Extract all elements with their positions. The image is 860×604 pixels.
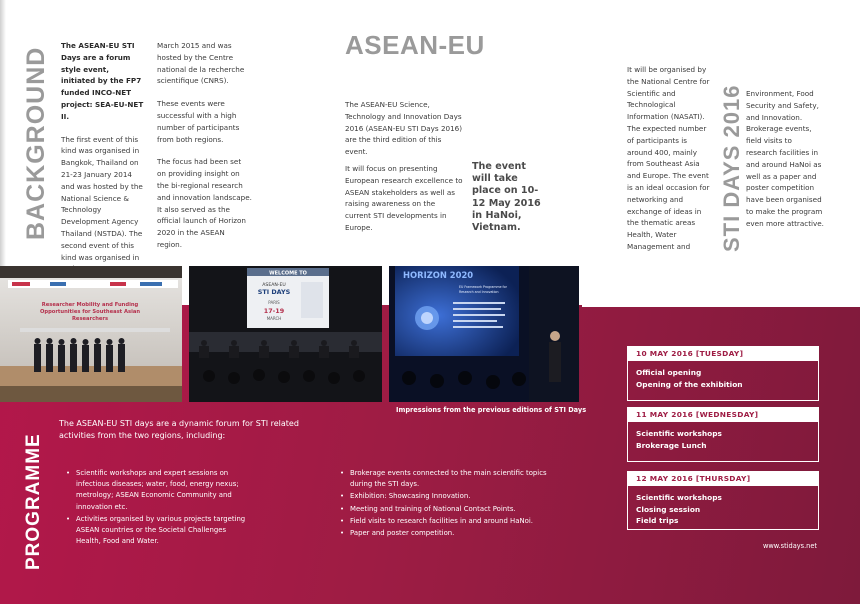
schedule-item: Scientific workshops [636,429,722,438]
svg-text:Researchers: Researchers [71,316,109,322]
programme-intro: The ASEAN-EU STI days are a dynamic forum for STI related activities from the two regions, including: [59,419,299,440]
center-paragraph-2: It will focus on presenting European research excellence to ASEAN stakeholders as well as raising awareness on the current STI developments in Europe. [345,164,463,232]
svg-text:Researcher Mobility and Fundin: Researcher Mobility and Funding [41,302,139,308]
programme-list-1 [64,468,249,547]
list-item: • Brokerage events connected to the main scientific topics during the STI days. [338,468,548,490]
background-heading: BACKGROUND [22,46,50,240]
schedule-day-3-items [628,486,818,531]
event-date-highlight: The event will take place on 10-12 May 2016 in HaNoi, Vietnam. [472,161,541,234]
photo-caption: Impressions from the previous editions of STI Days [396,406,587,414]
svg-text:WELCOME TO: WELCOME TO [269,270,307,277]
schedule-day-1-date: 10 MAY 2016 [TUESDAY] [628,347,818,361]
svg-text:17-19: 17-19 [263,307,285,315]
list-item: • Activities organised by various projects targeting ASEAN countries or the Societal Challenges Health, Food and Water. [64,514,249,548]
svg-text:HORIZON 2020: HORIZON 2020 [403,270,474,280]
white-notch [582,265,860,307]
programme-list-2 [338,468,548,539]
right-column-2: Environment, Food Security and Safety, and Innovation. Brokerage events, field visits to research facilities in and around HaNoi as well as a paper and poster competition have been organised to make the program even more attractive. [746,89,824,228]
schedule-day-2-date: 11 MAY 2016 [WEDNESDAY] [628,408,818,422]
background-column-2 [157,40,252,251]
list-item: • Exhibition: Showcasing Innovation. [338,491,548,502]
schedule-day-2 [627,407,819,462]
list-item: • Meeting and training of National Contact Points. [338,504,548,515]
background-column-1 [61,40,145,275]
photo-paris-image [189,266,382,402]
schedule-day-3 [627,471,819,530]
svg-text:PARIS: PARIS [268,300,280,305]
list-item: • Field visits to research facilities in and around HaNoi. [338,516,548,527]
background-paris: March 2015 and was hosted by the Centre national de la recherche scientifique (CNRS). [157,41,245,86]
list-item: • Scientific workshops and expert sessions on infectious diseases; water, food, energy nexus; metrology; ASEAN Economic Community and innovation etc. [64,468,249,513]
schedule-item: Scientific workshops [636,493,722,502]
schedule-item: Official opening [636,368,702,377]
center-paragraph-1: The ASEAN-EU Science, Technology and Innovation Days 2016 (ASEAN-EU STI Days 2016) are the third edition of this event. [345,100,463,157]
schedule-item: Brokerage Lunch [636,440,707,450]
background-focus: The focus had been set on providing insight on the bi-regional research and innovation landscape. It also served as the official launch of Horizon 2020 in the ASEAN region. [157,157,252,249]
svg-text:MARCH: MARCH [266,316,282,321]
background-intro: The ASEAN-EU STI Days are a forum style event, initiated by the FP7 funded INCO-NET project: SEA-EU-NET II. [61,41,144,121]
svg-text:ASEAN-EU: ASEAN-EU [262,283,286,288]
right-column-1: It will be organised by the National Centre for Scientific and Technological Information (NASATI). The expected number of participants is around 400, mainly from Southeast Asia and Europe. The event is an ideal occasion for networking and exchange of ideas in the thematic areas Health, Water Management and [627,65,710,251]
sti-days-heading: STI DAYS 2016 [719,84,744,252]
schedule-day-1-items [628,361,818,394]
schedule-item: Opening of the exhibition [636,379,743,389]
background-history: The first event of this kind was organised in Bangkok, Thailand on 21-23 January 2014 and was hosted by the National Science & Technology Development Agency Thailand (NSTDA). The second event of this kind was organised in [61,134,143,262]
schedule-item: Closing session [636,504,701,514]
schedule-day-2-items [628,422,818,455]
svg-text:EU Framework Programme for: EU Framework Programme for [459,285,507,289]
schedule-item: Field trips [636,516,679,525]
list-item: • Paper and poster competition. [338,528,548,539]
center-title: ASEAN-EU [345,30,485,60]
background-success: These events were successful with a high number of participants from both regions. [157,99,240,144]
photo-horizon-image [389,266,579,402]
photo-bangkok-panel [0,266,182,402]
website-link[interactable]: www.stidays.net [763,542,818,550]
photo-horizon-panel [389,266,579,402]
photo-bangkok-image [0,266,182,402]
schedule-day-1 [627,346,819,401]
svg-text:STI DAYS: STI DAYS [257,288,291,296]
svg-text:Opportunities for Southeast As: Opportunities for Southeast Asian [39,309,141,315]
programme-heading: PROGRAMME [23,433,44,570]
photo-paris-panel [189,266,382,402]
svg-text:Research and Innovation: Research and Innovation [459,290,499,294]
schedule-day-3-date: 12 MAY 2016 [THURSDAY] [628,472,818,486]
